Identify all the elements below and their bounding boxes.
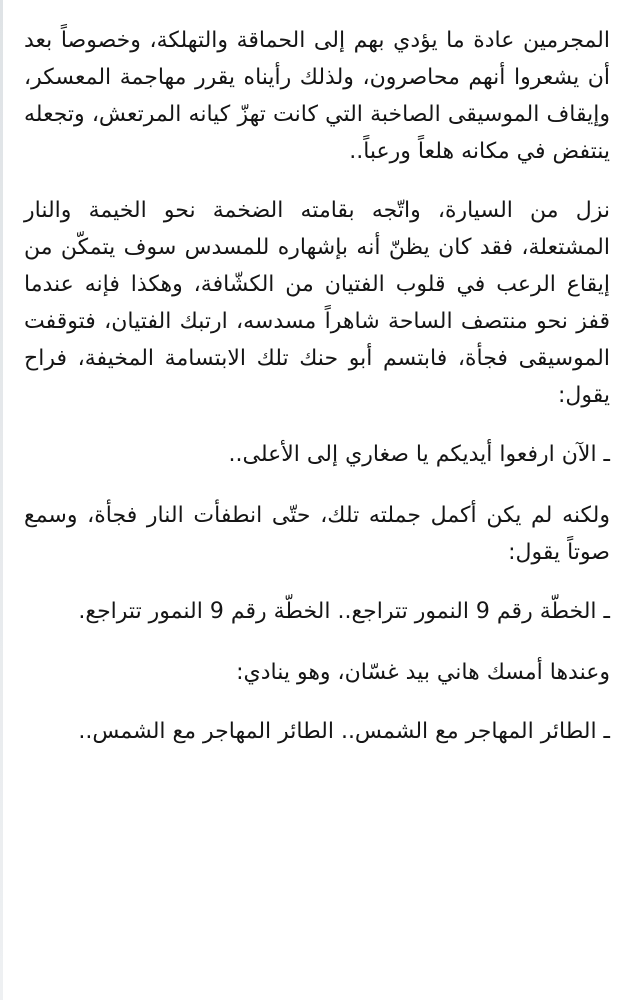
paragraph-dialogue: ـ الخطّة رقم 9 النمور تتراجع.. الخطّة رقم 9 النمور تتراجع. [78,599,610,624]
book-page [24,22,610,774]
paragraph-narration: ولكنه لم يكن أكمل جملته تلك، حتّى انطفأت النار فجأة، وسمع صوتاً يقول: [24,503,610,565]
paragraph-narration: نزل من السيارة، واتّجه بقامته الضخمة نحو الخيمة والنار المشتعلة، فقد كان يظنّ أنه بإشهاره للمسدس سوف يتمكّن من إيقاع الرعب في قلوب الفتيان من الكشّافة، وهكذا فإنه عندما قفز نحو منتصف الساحة شاهراً مسدسه، ارتبك الفتيان، فتوقفت الموسيقى فجأة، فابتسم أبو حنك تلك الابتسامة المخيفة، فراح يقول: [24,198,610,408]
paragraph-narration: المجرمين عادة ما يؤدي بهم إلى الحماقة والتهلكة، وخصوصاً بعد أن يشعروا أنهم محاصرون، ولذلك رأيناه يقرر مهاجمة المعسكر، وإيقاف الموسيقى الصاخبة التي كانت تهزّ كيانه المرتعش، وتجعله ينتفض في مكانه هلعاً ورعباً.. [24,28,610,164]
paragraph-narration: وعندها أمسك هاني بيد غسّان، وهو ينادي: [236,660,610,685]
paragraph-dialogue: ـ الآن ارفعوا أيديكم يا صغاري إلى الأعلى.. [228,442,610,467]
paragraph-dialogue: ـ الطائر المهاجر مع الشمس.. الطائر المهاجر مع الشمس.. [78,719,610,744]
page-edge [0,0,3,1000]
